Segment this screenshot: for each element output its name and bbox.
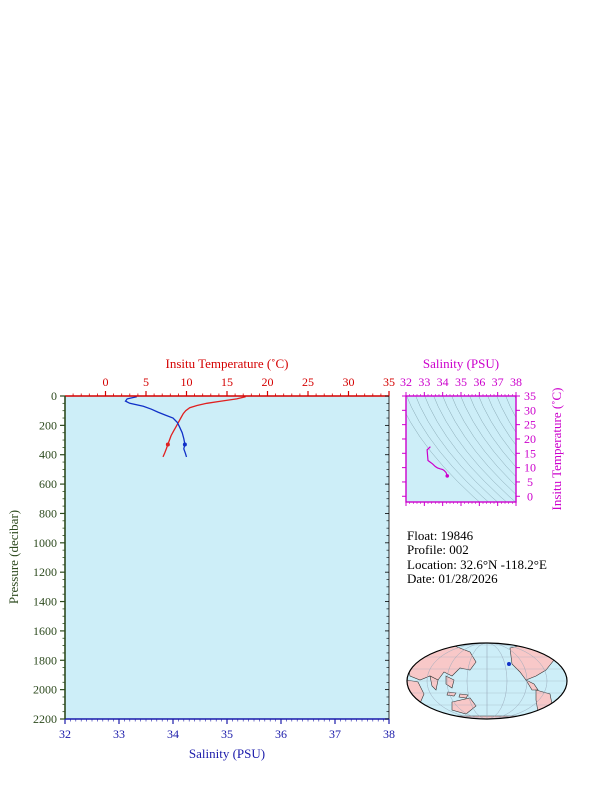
salinity-tick-label: 33 bbox=[113, 727, 125, 741]
pressure-tick-label: 400 bbox=[39, 447, 57, 462]
ts-temperature-axis-label: Insitu Temperature (˚C) bbox=[549, 387, 564, 511]
ts-salinity-axis-label: Salinity (PSU) bbox=[422, 356, 500, 371]
ts-diagram bbox=[396, 356, 612, 512]
ts-temperature-tick-label: 35 bbox=[524, 389, 536, 403]
float-id: Float: 19846 bbox=[407, 528, 474, 543]
float-info bbox=[407, 528, 547, 586]
ts-salinity-tick-label: 34 bbox=[436, 375, 449, 389]
pressure-tick-label: 1600 bbox=[33, 623, 57, 638]
temperature-tick-label: 15 bbox=[221, 375, 233, 389]
temperature-axis-label: Insitu Temperature (˚C) bbox=[165, 356, 289, 371]
ts-salinity-tick-label: 36 bbox=[473, 375, 486, 389]
ts-temperature-tick-label: 5 bbox=[527, 474, 533, 489]
world-map bbox=[400, 643, 575, 722]
pressure-tick-label: 200 bbox=[39, 418, 57, 433]
temperature-tick-label: 0 bbox=[102, 375, 109, 389]
temperature-tick-label: 10 bbox=[180, 375, 193, 389]
ts-temperature-tick-label: 20 bbox=[524, 431, 536, 446]
ts-temperature-tick-label: 0 bbox=[527, 489, 533, 504]
ts-temperature-tick-label: 30 bbox=[524, 403, 536, 418]
temperature-tick-label: 20 bbox=[261, 375, 274, 389]
salinity-tick-label: 34 bbox=[167, 727, 179, 741]
pressure-tick-label: 800 bbox=[39, 506, 57, 521]
salinity-tick-label: 38 bbox=[383, 727, 395, 741]
ts-salinity-tick-label: 37 bbox=[491, 375, 504, 389]
pressure-tick-label: 2000 bbox=[33, 682, 57, 697]
ts-temperature-tick-label: 10 bbox=[524, 460, 536, 475]
main-plot-area bbox=[65, 396, 389, 719]
temperature-tick-label: 35 bbox=[383, 375, 395, 389]
temperature-tick-label: 5 bbox=[143, 375, 149, 389]
pressure-axis-label: Pressure (decibar) bbox=[6, 509, 21, 605]
pressure-tick-label: 600 bbox=[39, 477, 57, 492]
temperature-tick-label: 25 bbox=[302, 375, 314, 389]
profile-number: Profile: 002 bbox=[407, 542, 469, 557]
ts-salinity-tick-label: 35 bbox=[455, 375, 467, 389]
pressure-tick-label: 0 bbox=[51, 389, 57, 403]
ts-salinity-tick-label: 38 bbox=[510, 375, 522, 389]
pressure-tick-label: 2200 bbox=[33, 712, 57, 726]
ts-temperature-tick-label: 25 bbox=[524, 417, 536, 432]
salinity-tick-label: 37 bbox=[329, 727, 341, 741]
float-location-marker bbox=[507, 662, 511, 666]
pressure-tick-label: 1800 bbox=[33, 653, 57, 668]
salinity-tick-label: 32 bbox=[59, 727, 71, 741]
ts-plot-area bbox=[406, 396, 516, 502]
salinity-axis-label: Salinity (PSU) bbox=[188, 746, 266, 761]
temperature-tick-label: 30 bbox=[342, 375, 355, 389]
salinity-tick-label: 35 bbox=[221, 727, 233, 741]
location: Location: 32.6°N -118.2°E bbox=[407, 557, 547, 572]
ts-salinity-tick-label: 33 bbox=[418, 375, 431, 389]
salinity-tick-label: 36 bbox=[275, 727, 287, 741]
ts-salinity-tick-label: 32 bbox=[400, 375, 412, 389]
temperature-marker bbox=[166, 442, 170, 446]
pressure-tick-label: 1200 bbox=[33, 565, 57, 580]
ts-end-marker bbox=[445, 474, 449, 478]
pressure-tick-label: 1000 bbox=[33, 535, 57, 550]
date: Date: 01/28/2026 bbox=[407, 571, 498, 586]
main-profile-plot bbox=[6, 356, 395, 761]
salinity-marker bbox=[183, 442, 187, 446]
ts-temperature-tick-label: 15 bbox=[524, 446, 536, 461]
pressure-tick-label: 1400 bbox=[33, 594, 57, 609]
